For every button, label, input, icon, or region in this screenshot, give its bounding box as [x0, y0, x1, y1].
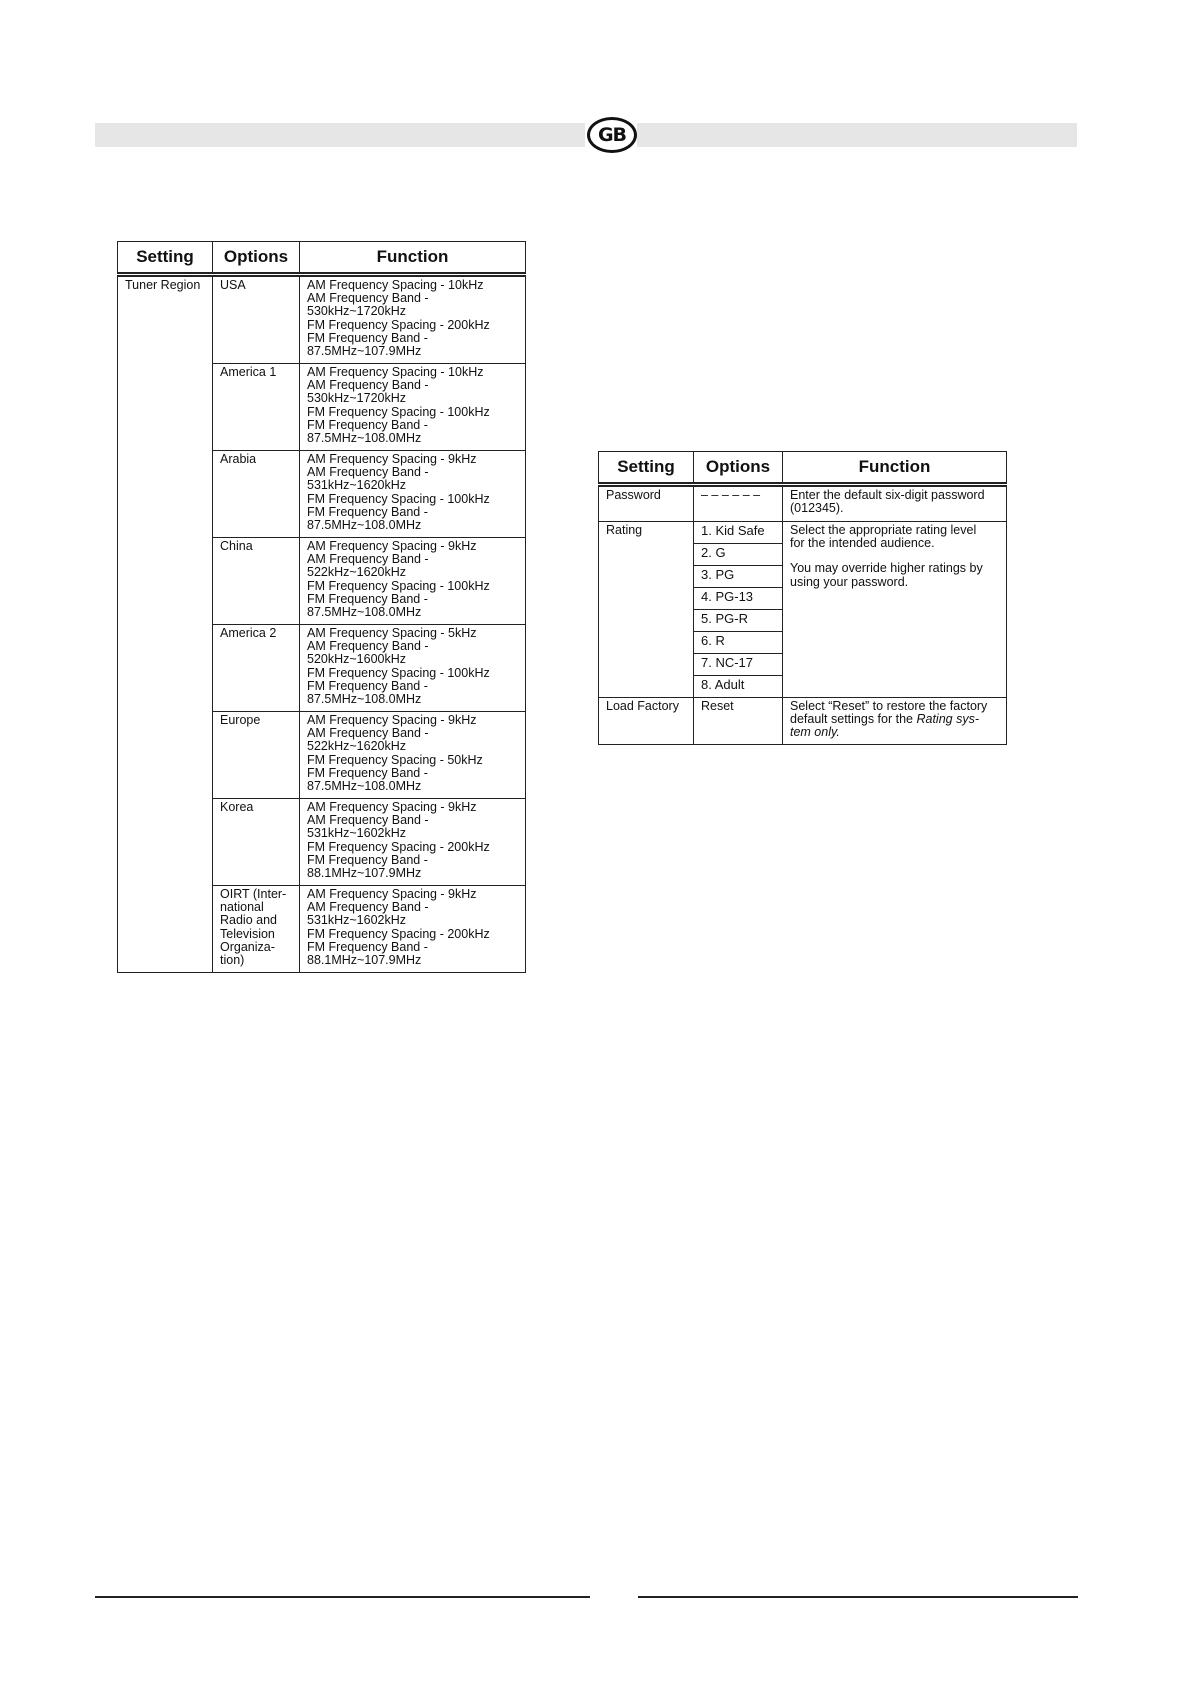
- option-cell-reset: Reset: [694, 698, 783, 745]
- text-line: FM Frequency Spacing - 50kHz: [307, 752, 483, 767]
- text-line: AM Frequency Spacing - 9kHz: [307, 539, 477, 553]
- text-line: AM Frequency Spacing - 9kHz: [307, 887, 477, 901]
- text-line: FM Frequency Spacing - 100kHz: [307, 665, 490, 680]
- text-line: national: [220, 900, 264, 915]
- text-line: 522kHz~1620kHz: [307, 565, 407, 580]
- function-cell: [300, 799, 526, 886]
- text-line: 522kHz~1620kHz: [307, 739, 407, 754]
- text-line: 87.5MHz~108.0MHz: [307, 605, 422, 620]
- text-line: Korea: [220, 800, 254, 814]
- footer-rule-left: [95, 1596, 590, 1598]
- option-cell: [213, 712, 300, 799]
- header-band-left: [95, 123, 585, 147]
- option-cell-password-mask: – – – – – –: [694, 485, 783, 522]
- text-line: AM Frequency Band -: [307, 900, 429, 915]
- text-plain: default settings for the: [790, 712, 917, 727]
- text-line: FM Frequency Band -: [307, 678, 428, 693]
- text-line: 530kHz~1720kHz: [307, 391, 407, 406]
- text-line: 87.5MHz~108.0MHz: [307, 779, 422, 794]
- text-italic: Rating sys-: [916, 712, 979, 727]
- text-line: tion): [220, 953, 245, 968]
- option-cell-rating: 3. PG: [694, 566, 783, 588]
- function-cell: [300, 886, 526, 973]
- column-header-function: Function: [783, 452, 1007, 485]
- text-line: 87.5MHz~107.9MHz: [307, 344, 422, 359]
- text-line: AM Frequency Band -: [307, 813, 429, 828]
- text-line: America 1: [220, 365, 277, 379]
- column-header-function: Function: [300, 242, 526, 275]
- text-line: Europe: [220, 713, 261, 727]
- text-line: using your password.: [790, 574, 909, 589]
- text-line: FM Frequency Spacing - 100kHz: [307, 578, 490, 593]
- text-line: AM Frequency Spacing - 10kHz: [307, 278, 484, 292]
- text-line: OIRT (Inter-: [220, 887, 287, 901]
- text-line: FM Frequency Band -: [307, 417, 428, 432]
- text-line: (012345).: [790, 501, 844, 516]
- text-line: China: [220, 539, 253, 553]
- option-cell: [213, 275, 300, 364]
- option-cell: [213, 538, 300, 625]
- setting-cell-tuner-region: Tuner Region: [118, 275, 213, 973]
- text-line: [790, 726, 999, 739]
- text-line: FM Frequency Spacing - 100kHz: [307, 491, 490, 506]
- function-cell: [300, 364, 526, 451]
- column-header-setting: Setting: [118, 242, 213, 275]
- text-line: FM Frequency Band -: [307, 939, 428, 954]
- footer-rule-right: [638, 1596, 1078, 1598]
- table-row: [599, 522, 1007, 544]
- text-line: 88.1MHz~107.9MHz: [307, 953, 422, 968]
- tuner-table-body: [118, 275, 526, 973]
- option-cell-rating: 5. PG-R: [694, 610, 783, 632]
- text-line: Select “Reset” to restore the factory: [790, 699, 988, 713]
- function-cell-password: [783, 485, 1007, 522]
- text-line: 520kHz~1600kHz: [307, 652, 407, 667]
- parental-settings-table: [598, 451, 1007, 745]
- text-line: FM Frequency Band -: [307, 765, 428, 780]
- option-cell-rating: 2. G: [694, 544, 783, 566]
- option-cell-rating: 8. Adult: [694, 676, 783, 698]
- function-cell: [300, 712, 526, 799]
- text-line: AM Frequency Spacing - 9kHz: [307, 452, 477, 466]
- option-cell: [213, 364, 300, 451]
- setting-cell-password: Password: [599, 485, 694, 522]
- text-line: USA: [220, 278, 246, 292]
- text-line: Organiza-: [220, 939, 275, 954]
- text-line: Select the appropriate rating level: [790, 523, 977, 537]
- text-line: Television: [220, 926, 275, 941]
- text-line: AM Frequency Spacing - 10kHz: [307, 365, 484, 379]
- option-cell: [213, 886, 300, 973]
- text-line: FM Frequency Spacing - 100kHz: [307, 404, 490, 419]
- header-band-right: [637, 123, 1077, 147]
- text-line: FM Frequency Band -: [307, 852, 428, 867]
- parental-table-body: [599, 485, 1007, 745]
- setting-cell-load-factory: Load Factory: [599, 698, 694, 745]
- text-line: You may override higher ratings by: [790, 561, 983, 576]
- text-line: 531kHz~1620kHz: [307, 478, 407, 493]
- option-cell-rating: 4. PG-13: [694, 588, 783, 610]
- text-line: AM Frequency Band -: [307, 291, 429, 306]
- text-line: AM Frequency Spacing - 9kHz: [307, 713, 477, 727]
- language-badge: [587, 117, 637, 153]
- function-cell: [300, 275, 526, 364]
- text-line: 87.5MHz~108.0MHz: [307, 431, 422, 446]
- text-line: FM Frequency Band -: [307, 504, 428, 519]
- language-badge-text: GB: [597, 124, 627, 146]
- table-row: [599, 698, 1007, 745]
- text-line: AM Frequency Band -: [307, 639, 429, 654]
- text-line: 87.5MHz~108.0MHz: [307, 692, 422, 707]
- option-cell-rating: 1. Kid Safe: [694, 522, 783, 544]
- text-line: FM Frequency Spacing - 200kHz: [307, 926, 490, 941]
- option-cell-rating: 7. NC-17: [694, 654, 783, 676]
- option-cell-rating: 6. R: [694, 632, 783, 654]
- table-row: [118, 275, 526, 364]
- function-cell-load-factory: [783, 698, 1007, 745]
- option-cell: [213, 799, 300, 886]
- text-line: AM Frequency Band -: [307, 552, 429, 567]
- text-line: 531kHz~1602kHz: [307, 826, 407, 841]
- column-header-options: Options: [694, 452, 783, 485]
- table-header-row: [118, 242, 526, 275]
- function-cell: [300, 451, 526, 538]
- text-line: 88.1MHz~107.9MHz: [307, 866, 422, 881]
- text-line: for the intended audience.: [790, 536, 935, 551]
- text-line: AM Frequency Band -: [307, 726, 429, 741]
- text-line: America 2: [220, 626, 277, 640]
- table-header-row: [599, 452, 1007, 485]
- text-line: AM Frequency Spacing - 9kHz: [307, 800, 477, 814]
- text-line: FM Frequency Spacing - 200kHz: [307, 839, 490, 854]
- tuner-settings-table: [117, 241, 526, 973]
- table-row: [599, 485, 1007, 522]
- text-line: 531kHz~1602kHz: [307, 913, 407, 928]
- text-line: Radio and: [220, 913, 277, 928]
- setting-cell-rating: Rating: [599, 522, 694, 698]
- column-header-options: Options: [213, 242, 300, 275]
- option-cell: [213, 625, 300, 712]
- function-cell: [300, 538, 526, 625]
- column-header-setting: Setting: [599, 452, 694, 485]
- option-cell: [213, 451, 300, 538]
- text-line: AM Frequency Band -: [307, 378, 429, 393]
- text-line: FM Frequency Spacing - 200kHz: [307, 317, 490, 332]
- text-italic: tem only.: [790, 725, 840, 740]
- text-line: AM Frequency Spacing - 5kHz: [307, 626, 477, 640]
- text-line: Arabia: [220, 452, 257, 466]
- text-line: 87.5MHz~108.0MHz: [307, 518, 422, 533]
- text-line: AM Frequency Band -: [307, 465, 429, 480]
- text-line: 530kHz~1720kHz: [307, 304, 407, 319]
- text-line: Enter the default six-digit password: [790, 488, 985, 502]
- text-line: FM Frequency Band -: [307, 591, 428, 606]
- function-cell-rating: [783, 522, 1007, 698]
- function-cell: [300, 625, 526, 712]
- text-line: FM Frequency Band -: [307, 330, 428, 345]
